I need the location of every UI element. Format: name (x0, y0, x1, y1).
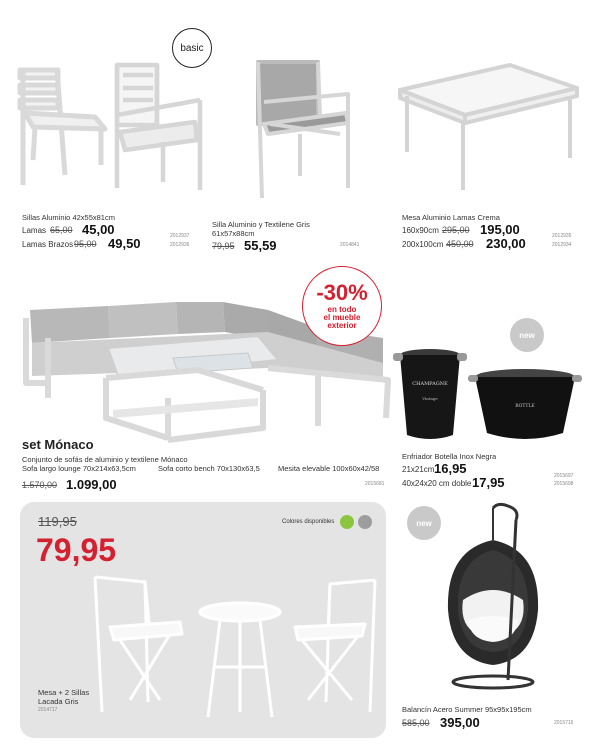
sillas-title: Sillas Aluminio 42x55x81cm (22, 213, 115, 222)
sillas-row1-ref: 2012937 (170, 233, 190, 239)
ice-bucket-image (395, 345, 585, 455)
balancin-price: 395,00 (440, 715, 480, 730)
mesa-sillas-old-price: 119,95 (38, 514, 77, 529)
enfriador-row2-price: 17,95 (472, 475, 505, 490)
new-badge-label: new (519, 330, 535, 340)
silla-textilene-ref: 2014841 (340, 242, 360, 248)
mesa-row2-old-price: 450,00 (446, 239, 474, 249)
mesa-row1-ref: 2012935 (552, 233, 572, 239)
silla-textilene-old-price: 79,95 (212, 241, 235, 251)
color-swatch-green[interactable] (340, 515, 354, 529)
enfriador-row1-price: 16,95 (434, 461, 467, 476)
discount-line2: el mueble (323, 313, 361, 322)
mesa-row2 (402, 236, 562, 252)
mesa-row1-price: 195,00 (480, 222, 520, 237)
mesa-sillas-ref: 2014717 (38, 707, 58, 713)
svg-text:Vintage: Vintage (422, 396, 438, 401)
silla-textilene-title: Silla Aluminio y Textilene Gris (212, 220, 310, 229)
enfriador-row2-ref: 2015698 (554, 481, 574, 487)
enfriador-row2 (402, 475, 552, 491)
svg-text:BOTTLE: BOTTLE (515, 404, 535, 409)
mesa-row2-price: 230,00 (486, 236, 526, 251)
monaco-item-mesita: Mesita elevable 100x60x42/58 (278, 464, 380, 473)
sillas-row2-label: Lamas Brazos (22, 240, 74, 249)
silla-textilene-size: 61x57x88cm (212, 229, 255, 238)
colors-available-label: Colores disponibles (282, 519, 335, 525)
mesa-sillas-price: 79,95 (36, 532, 117, 568)
armchair-image (105, 60, 215, 200)
svg-text:CHAMPAGNE: CHAMPAGNE (412, 381, 448, 387)
balancin-ref: 2015716 (554, 720, 574, 726)
mesa-row1-label: 160x90cm (402, 226, 439, 235)
enfriador-row2-label: 40x24x20 cm doble (402, 479, 472, 488)
sillas-row2-price: 49,50 (108, 236, 141, 251)
new-badge-label-2: new (416, 518, 432, 528)
balancin-old-price: 585,00 (402, 718, 430, 728)
balancin-title: Balancín Acero Summer 95x95x195cm (402, 705, 532, 714)
monaco-item-sofa-largo: Sofa largo lounge 70x214x63,5cm (22, 464, 136, 473)
sillas-row1-old-price: 65,00 (50, 225, 73, 235)
enfriador-row1-label: 21x21cm (402, 465, 435, 474)
stacking-chair-image (15, 65, 115, 205)
color-swatch-gray[interactable] (358, 515, 372, 529)
silla-textilene-price: 55,59 (244, 238, 277, 253)
mesa-sillas-title: Mesa + 2 Sillas (38, 688, 90, 697)
monaco-ref: 2015681 (365, 481, 385, 487)
basic-badge-label: basic (180, 42, 204, 54)
mesa-row2-ref: 2012934 (552, 242, 572, 248)
monaco-old-price: 1.570,00 (22, 480, 58, 490)
textilene-chair-image (250, 58, 360, 198)
discount-badge (302, 266, 382, 346)
sillas-row1-price: 45,00 (82, 222, 115, 237)
sillas-row2-old-price: 95,00 (74, 239, 97, 249)
sillas-row1-label: Lamas (22, 226, 47, 235)
enfriador-row1-ref: 2015697 (554, 473, 574, 479)
table-image (395, 60, 585, 200)
discount-line1: en todo (327, 305, 357, 314)
monaco-description: Conjunto de sofás de aluminio y textilene Mónaco (22, 455, 188, 464)
enfriador-title: Enfriador Botella Inox Negra (402, 452, 497, 461)
discount-percent: -30% (316, 280, 368, 305)
new-badge-balancin (407, 506, 441, 540)
discount-line3: exterior (327, 321, 357, 330)
hanging-chair-image (438, 500, 548, 700)
mesa-sillas-subtitle: Lacada Gris (38, 697, 79, 706)
mesa-title: Mesa Aluminio Lamas Crema (402, 213, 500, 222)
sillas-row2-ref: 2012936 (170, 242, 190, 248)
mesa-sillas-panel (20, 502, 386, 738)
monaco-price: 1.099,00 (66, 477, 117, 492)
mesa-row1-old-price: 295,00 (442, 225, 470, 235)
mesa-row2-label: 200x100cm (402, 240, 444, 249)
bistro-set-image (90, 572, 390, 722)
monaco-item-sofa-corto: Sofa corto bench 70x130x63,5 (158, 464, 260, 473)
monaco-title: set Mónaco (22, 437, 94, 452)
